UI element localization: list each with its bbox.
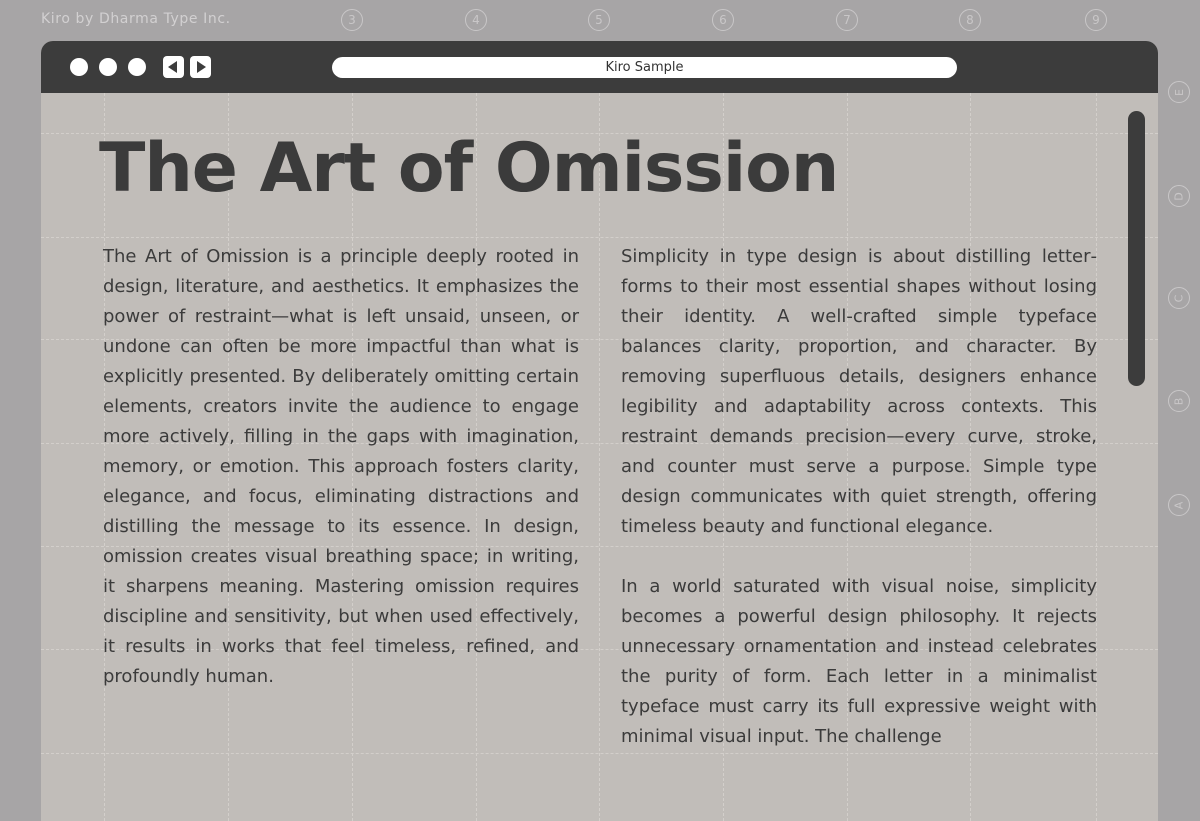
paragraph: Simplicity in type design is about distilling letterforms to their most essential shapes without losing their identity. A well-crafted simple typeface balances clarity, proportion, and character. By removing superfluous details, designers enhance legibility and adaptability across contexts. This restraint demands precision—every curve, stroke, and counter must serve a purpose. Simple type design communicates with quiet strength, offering timeless beauty and functional elegance. xyxy=(621,246,1097,537)
row-marker-label: E xyxy=(1172,88,1186,96)
column-marker: 6 xyxy=(712,9,734,31)
column-marker: 9 xyxy=(1085,9,1107,31)
address-bar[interactable]: Kiro Sample xyxy=(332,57,957,78)
window-control-dot[interactable] xyxy=(99,58,117,76)
row-marker xyxy=(1168,287,1190,309)
paragraph: The Art of Omission is a principle deeply rooted in design, literature, and aesthetics. It emphasizes the power of restraint—what is left unsaid, unseen, or undone can often be more impactful than what is explicitly presented. By deliberately omitting certain elements, creators invite the audience to engage more actively, filling in the gaps with imagination, memory, or emotion. This approach fosters clarity, elegance, and focus, eliminating distractions and distilling the message to its essence. In design, omission creates visual breathing space; in writing, it sharpens meaning. Mastering omission requires discipline and sensitivity, but when used effectively, it results in works that feel timeless, refined, and profoundly human. xyxy=(103,246,579,687)
column-marker: 4 xyxy=(465,9,487,31)
row-marker xyxy=(1168,390,1190,412)
window-control-dot[interactable] xyxy=(128,58,146,76)
column-marker: 3 xyxy=(341,9,363,31)
column-marker: 5 xyxy=(588,9,610,31)
row-marker-label: C xyxy=(1172,294,1186,302)
article-column-right xyxy=(621,242,1097,782)
row-marker-label: B xyxy=(1172,397,1186,405)
row-marker-label: D xyxy=(1172,191,1186,201)
article-column-left xyxy=(103,242,579,722)
row-marker xyxy=(1168,81,1190,103)
row-marker xyxy=(1168,185,1190,207)
forward-arrow-icon[interactable] xyxy=(190,56,211,78)
vertical-scrollbar[interactable] xyxy=(1128,111,1145,386)
window-control-dot[interactable] xyxy=(70,58,88,76)
column-marker: 7 xyxy=(836,9,858,31)
grid-line xyxy=(41,237,1158,238)
page-title: The Art of Omission xyxy=(99,129,839,208)
paragraph: In a world saturated with visual noise, simplicity becomes a powerful design philosophy. It rejects unnecessary ornamentation and instead celebrates the purity of form. Each letter in a minimalist typeface must carry its full expressive weight with minimal visual input. The challenge xyxy=(621,576,1097,747)
browser-window xyxy=(41,41,1158,821)
column-marker: 8 xyxy=(959,9,981,31)
credit-text: Kiro by Dharma Type Inc. xyxy=(41,11,231,27)
row-marker-label: A xyxy=(1172,501,1186,509)
back-arrow-icon[interactable] xyxy=(163,56,184,78)
row-marker xyxy=(1168,494,1190,516)
title-bar xyxy=(41,41,1158,93)
